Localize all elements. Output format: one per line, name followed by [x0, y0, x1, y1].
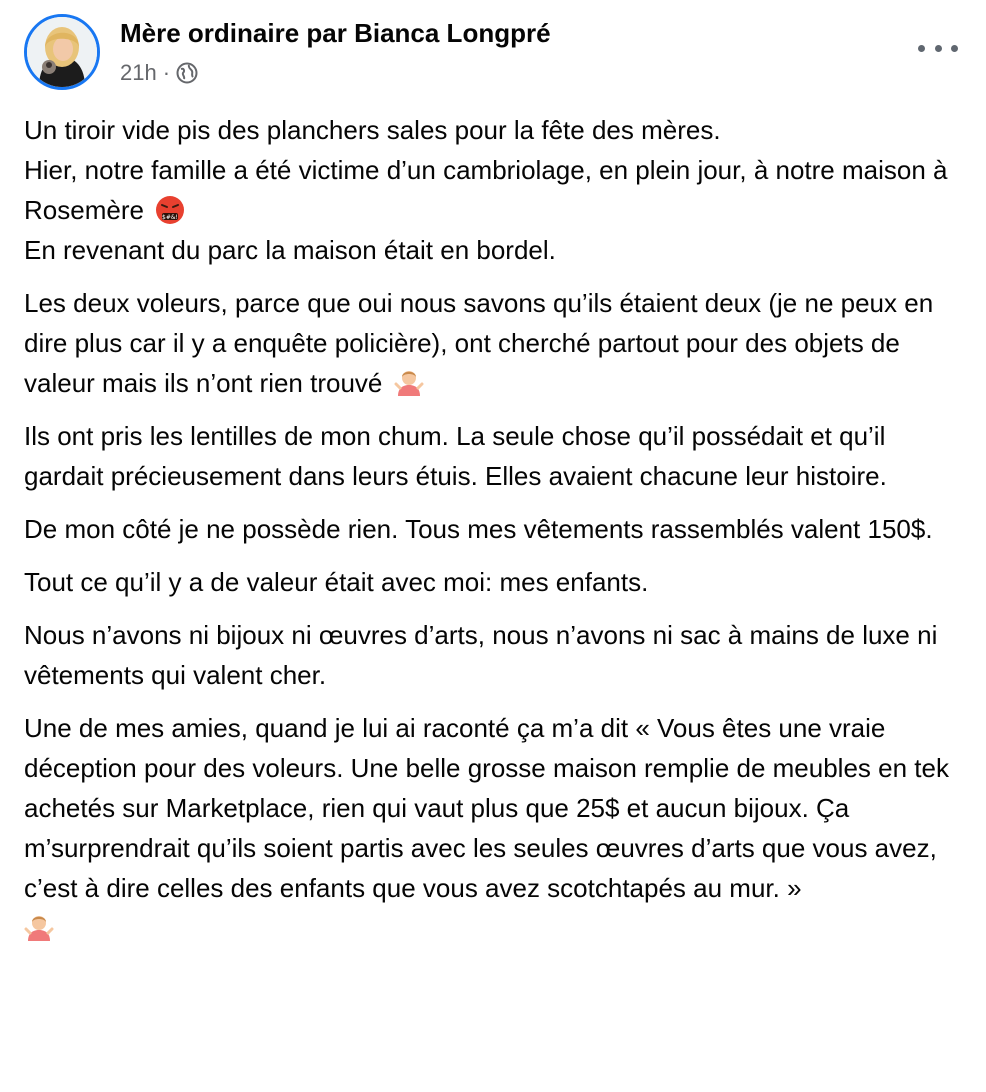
- paragraph-1-line-2: Hier, notre famille a été victime d’un cambriolage, en plein jour, à notre maison à Rosemère: [24, 155, 948, 225]
- paragraph-1: [24, 110, 964, 270]
- paragraph-6: Nous n’avons ni bijoux ni œuvres d’arts, nous n’avons ni sac à mains de luxe ni vêtements qui valent cher.: [24, 620, 938, 690]
- paragraph-1-line-3: En revenant du parc la maison était en bordel.: [24, 235, 556, 265]
- post-body: [24, 110, 964, 961]
- paragraph-7: [24, 708, 964, 948]
- globe-icon[interactable]: [176, 62, 198, 84]
- timestamp[interactable]: 21h: [120, 60, 157, 85]
- paragraph-7-text: Une de mes amies, quand je lui ai raconté ça m’a dit « Vous êtes une vraie déception pour des voleurs. Une belle grosse maison remplie de meubles en tek achetés sur Marketplace, rien qui vaut plus que 25$ et aucun bijoux. Ça m’surprendrait qu’ils soient partis avec les seules œuvres d’arts que vous avez, c’est à dire celles des enfants que vous avez scotchtapés au mur. »: [24, 713, 949, 903]
- post-meta: [120, 60, 198, 86]
- paragraph-1-line-1: Un tiroir vide pis des planchers sales pour la fête des mères.: [24, 115, 721, 145]
- more-dot: [951, 45, 958, 52]
- avatar[interactable]: [24, 14, 100, 90]
- meta-separator: ·: [162, 60, 171, 85]
- paragraph-3: Ils ont pris les lentilles de mon chum. La seule chose qu’il possédait et qu’il gardait précieusement dans leurs étuis. Elles avaient chacune leur histoire.: [24, 421, 887, 491]
- avatar-photo: [27, 17, 97, 87]
- person-shrugging-emoji: [394, 368, 424, 398]
- paragraph-2-text: Les deux voleurs, parce que oui nous savons qu’ils étaient deux (je ne peux en dire plus car il y a enquête policière), ont cherché partout pour des objets de valeur mais ils n’ont rien trouvé: [24, 288, 934, 398]
- more-dot: [918, 45, 925, 52]
- paragraph-5: Tout ce qu’il y a de valeur était avec moi: mes enfants.: [24, 567, 649, 597]
- face-with-symbols-on-mouth-emoji: [155, 195, 185, 225]
- paragraph-4: De mon côté je ne possède rien. Tous mes vêtements rassemblés valent 150$.: [24, 514, 933, 544]
- person-shrugging-emoji: [24, 913, 54, 943]
- page-name[interactable]: Mère ordinaire par Bianca Longpré: [120, 18, 551, 48]
- more-options-button[interactable]: [918, 36, 958, 60]
- svg-text:$#&!: $#&!: [162, 214, 179, 221]
- post-header: [24, 14, 962, 84]
- paragraph-2: [24, 283, 964, 403]
- more-dot: [935, 45, 942, 52]
